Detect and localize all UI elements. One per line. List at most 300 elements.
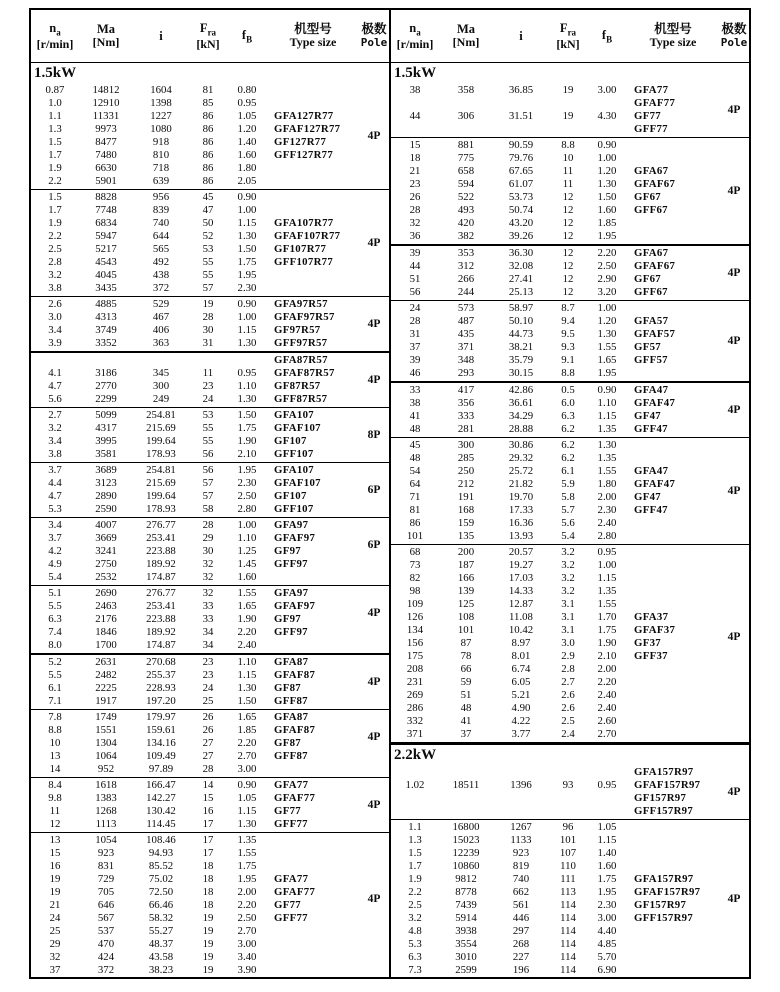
na-value: 2.2 <box>48 175 62 187</box>
type-size <box>627 676 719 689</box>
type-size: GF127R77 <box>274 136 327 148</box>
ma-value: 2770 <box>95 379 117 392</box>
na-value: 332 <box>406 715 424 728</box>
fra-value: 3.1 <box>561 598 575 611</box>
ratio-value: 438 <box>152 269 170 282</box>
fra-value: 12 <box>562 204 574 217</box>
ratio-value <box>493 766 549 779</box>
ratio-value: 196 <box>512 963 530 976</box>
na-value: 5.6 <box>48 392 62 405</box>
block-separator <box>391 544 749 545</box>
type-size <box>267 860 359 873</box>
block-separator <box>31 189 389 190</box>
ma-value: 3554 <box>455 937 477 950</box>
ma-value: 12239 <box>452 846 480 859</box>
fb-value: 3.00 <box>237 938 257 951</box>
fra-value: 5.4 <box>561 530 575 543</box>
na-value <box>391 97 439 110</box>
table-right-body <box>391 63 749 977</box>
na-value: 3.2 <box>48 269 62 282</box>
type-size: GF37 <box>634 637 661 650</box>
ma-value: 435 <box>457 328 475 341</box>
fb-value: 0.95 <box>597 778 617 791</box>
fb-value: 1.10 <box>597 396 617 409</box>
pole-value: 4P <box>367 607 381 620</box>
ratio-value: 372 <box>152 282 170 295</box>
ratio-value: 58.97 <box>508 302 534 315</box>
na-value: 12 <box>49 817 61 830</box>
pole-value: 6P <box>367 483 381 496</box>
fra-value: 3.2 <box>561 546 575 559</box>
section-title: 1.5kW <box>34 65 77 81</box>
ma-value: 3241 <box>95 545 117 558</box>
ratio-value: 215.69 <box>146 476 176 489</box>
na-value: 9.8 <box>48 791 62 804</box>
na-value: 1.7 <box>48 149 62 161</box>
type-size <box>627 702 719 715</box>
spec-block <box>31 587 389 652</box>
fb-value: 1.50 <box>237 243 257 256</box>
fra-value: 3.1 <box>561 624 575 637</box>
ma-value: 125 <box>457 598 475 611</box>
na-value: 2.2 <box>48 230 62 243</box>
ratio-value: 90.59 <box>508 139 534 152</box>
type-size <box>627 821 719 834</box>
pole-value: 4P <box>367 373 381 386</box>
na-value: 2.7 <box>48 408 62 421</box>
ma-value: 729 <box>97 873 115 886</box>
na-value <box>391 123 439 136</box>
ratio-value: 270.68 <box>146 655 176 668</box>
ratio-value: 174.87 <box>146 571 176 584</box>
type-size: GF157R97 <box>634 791 687 804</box>
fb-value: 0.95 <box>237 97 257 109</box>
fb-value: 0.90 <box>597 139 617 152</box>
ratio-value: 58.32 <box>148 912 174 925</box>
ratio-value: 662 <box>512 885 530 898</box>
na-value <box>31 354 79 367</box>
ma-value <box>439 805 493 818</box>
fb-value: 1.30 <box>597 439 617 452</box>
na-value: 2.2 <box>408 885 422 898</box>
fra-value: 86 <box>202 123 214 135</box>
fra-value: 50 <box>202 217 214 230</box>
ratio-value: 179.97 <box>146 710 176 723</box>
na-value: 2.8 <box>48 256 62 269</box>
fra-value: 114 <box>560 911 576 924</box>
col-header-ma: Ma [Nm] <box>452 21 480 50</box>
fb-value: 1.65 <box>597 354 617 367</box>
ma-value: 244 <box>457 285 475 298</box>
fb-value: 1.30 <box>597 178 617 191</box>
ma-value: 952 <box>97 762 115 775</box>
ma-value: 78 <box>460 650 472 663</box>
type-size: GFF127R77 <box>274 149 334 161</box>
type-size: GFAF67 <box>634 259 676 272</box>
na-value: 45 <box>409 439 421 452</box>
fra-value: 45 <box>202 191 214 204</box>
ratio-value: 50.74 <box>508 204 534 217</box>
na-value: 156 <box>406 637 424 650</box>
type-size <box>627 715 719 728</box>
na-value: 19 <box>49 873 61 886</box>
type-size <box>267 571 359 584</box>
type-size: GFAF77 <box>634 97 676 109</box>
fb-value: 2.40 <box>237 639 257 652</box>
type-size: GFA157R97 <box>634 765 694 778</box>
block-separator <box>31 517 389 518</box>
spec-block <box>31 409 389 461</box>
fb-value: 2.70 <box>237 749 257 762</box>
block-separator <box>391 437 749 438</box>
ratio-value: 223.88 <box>146 613 176 626</box>
na-value: 1.3 <box>48 123 62 135</box>
type-size <box>627 938 719 951</box>
na-value: 32 <box>409 217 421 230</box>
fra-value: 8.7 <box>561 302 575 315</box>
type-size <box>267 964 359 977</box>
type-size: GFAF127R77 <box>274 123 341 135</box>
spec-block <box>31 656 389 708</box>
fra-value: 57 <box>202 489 214 502</box>
fb-value <box>587 123 627 136</box>
fb-value: 2.50 <box>237 912 257 925</box>
pole-value: 6P <box>367 539 381 552</box>
ratio-value: 189.92 <box>146 626 176 639</box>
type-size <box>267 639 359 652</box>
ratio-value: 159.61 <box>146 723 176 736</box>
na-value: 38 <box>409 396 421 409</box>
col-header-na: $n_a$ [r/min] <box>396 20 434 51</box>
ratio-value: 492 <box>152 256 170 269</box>
type-size: GFA97 <box>274 519 309 532</box>
ma-value: 372 <box>97 964 115 977</box>
fb-value: 0.90 <box>597 383 617 396</box>
col-header-ratio: i <box>159 28 163 43</box>
type-size: GF77 <box>634 110 661 122</box>
fb-value: 1.95 <box>237 873 257 886</box>
na-value: 81 <box>409 504 421 517</box>
fra-value: 53 <box>202 243 214 256</box>
na-value: 5.3 <box>408 937 422 950</box>
pole-value: 4P <box>727 785 741 798</box>
fb-value: 1.55 <box>597 341 617 354</box>
fb-value: 1.30 <box>237 337 257 350</box>
ratio-value: 114.45 <box>146 817 176 830</box>
fb-value: 2.20 <box>237 899 257 912</box>
fb-value: 0.95 <box>237 366 257 379</box>
spec-block <box>31 354 389 406</box>
pole-value: 4P <box>727 266 741 279</box>
ma-value: 5217 <box>95 243 117 256</box>
ma-value: 1113 <box>95 817 117 830</box>
ma-value: 187 <box>457 559 475 572</box>
type-size: GFAF97R57 <box>274 311 335 324</box>
fra-value: 93 <box>562 778 574 791</box>
fra-value: 81 <box>202 84 214 96</box>
na-value: 82 <box>409 572 421 585</box>
ratio-value: 254.81 <box>146 463 176 476</box>
na-value: 1.5 <box>48 136 62 148</box>
ratio-value: 134.16 <box>146 736 176 749</box>
type-size: GF57 <box>634 341 661 354</box>
ma-value: 4007 <box>95 519 117 532</box>
ratio-value: 3.77 <box>511 728 531 741</box>
fra-value: 12 <box>562 272 574 285</box>
ratio-value: 55.27 <box>148 925 174 938</box>
fra-value: 29 <box>202 532 214 545</box>
type-size: GF97 <box>274 545 301 558</box>
ratio-value: 1604 <box>150 84 172 96</box>
type-size: GFA47 <box>634 465 669 478</box>
na-value: 1.3 <box>408 833 422 846</box>
na-value: 37 <box>409 341 421 354</box>
na-value: 54 <box>409 465 421 478</box>
type-size: GFAF97 <box>274 600 316 613</box>
ratio-value: 79.76 <box>508 152 534 165</box>
ma-value: 420 <box>457 217 475 230</box>
type-size <box>627 452 719 465</box>
ma-value: 1064 <box>95 749 117 762</box>
fb-value: 3.00 <box>597 84 617 96</box>
col-header-fra: $F_{ra}$ [kN] <box>556 20 580 51</box>
fra-value: 86 <box>202 162 214 174</box>
block-separator <box>31 832 389 833</box>
fb-value: 1.00 <box>237 519 257 532</box>
fra-value: 55 <box>202 256 214 269</box>
fb-value: 2.80 <box>597 530 617 543</box>
na-value: 23 <box>409 178 421 191</box>
fra-value: 2.5 <box>561 715 575 728</box>
na-value: 5.3 <box>48 502 62 515</box>
na-value: 286 <box>406 702 424 715</box>
fra-value: 2.4 <box>561 728 575 741</box>
ratio-value: 43.20 <box>508 217 534 230</box>
type-size: GFA77 <box>274 873 309 886</box>
type-size <box>627 530 719 543</box>
type-size: GFF77 <box>634 123 668 135</box>
type-size <box>627 217 719 230</box>
fb-value: 2.30 <box>597 898 617 911</box>
na-value: 21 <box>49 899 61 912</box>
ratio-value: 228.93 <box>146 681 176 694</box>
na-value: 4.8 <box>408 924 422 937</box>
fb-value: 1.50 <box>597 191 617 204</box>
na-value: 5.5 <box>48 600 62 613</box>
fra-value: 32 <box>202 587 214 600</box>
ma-value: 417 <box>457 383 475 396</box>
fb-value: 2.50 <box>237 489 257 502</box>
ma-value: 881 <box>457 139 475 152</box>
ratio-value: 39.26 <box>508 230 534 243</box>
pole-value: 4P <box>727 104 741 116</box>
type-size: GF67 <box>634 272 661 285</box>
fra-value: 26 <box>202 723 214 736</box>
fra-value: 11 <box>562 165 574 178</box>
ma-value <box>439 792 493 805</box>
fra-value: 6.2 <box>561 422 575 435</box>
fra-value: 86 <box>202 110 214 122</box>
fra-value: 107 <box>559 846 577 859</box>
ratio-value: 1133 <box>510 833 532 846</box>
ratio-value: 300 <box>152 379 170 392</box>
fra-value: 34 <box>202 626 214 639</box>
na-value: 56 <box>409 285 421 298</box>
fb-value: 1.05 <box>237 791 257 804</box>
ma-value: 923 <box>97 847 115 860</box>
fra-value <box>549 766 587 779</box>
type-size: GFAF47 <box>634 396 676 409</box>
fb-value: 1.75 <box>597 624 617 637</box>
na-value: 10 <box>49 736 61 749</box>
fb-value: 1.70 <box>597 611 617 624</box>
fb-value: 1.15 <box>597 833 617 846</box>
fb-value: 2.20 <box>237 626 257 639</box>
fb-value: 1.55 <box>237 587 257 600</box>
type-size <box>627 689 719 702</box>
ratio-value: 11.08 <box>509 611 533 624</box>
ratio-value: 32.08 <box>508 259 534 272</box>
na-value: 5.2 <box>48 655 62 668</box>
type-size: GFF157R97 <box>634 804 694 817</box>
ma-value: 11331 <box>92 110 120 122</box>
fb-value: 2.70 <box>597 728 617 741</box>
ratio-value: 29.32 <box>508 452 534 465</box>
fb-value: 1.30 <box>237 681 257 694</box>
fb-value: 1.75 <box>237 421 257 434</box>
fb-value: 1.60 <box>237 571 257 584</box>
ma-value: 3435 <box>95 282 117 295</box>
block-separator <box>31 351 389 352</box>
table-right-half <box>391 10 749 977</box>
na-value: 6.3 <box>48 613 62 626</box>
ratio-value: 72.50 <box>148 886 174 899</box>
fb-value: 1.60 <box>237 149 257 161</box>
ratio-value: 740 <box>152 217 170 230</box>
ratio-value: 10.42 <box>508 624 534 637</box>
ma-value: 306 <box>457 110 475 122</box>
fb-value: 1.15 <box>237 217 257 230</box>
fra-value: 5.8 <box>561 491 575 504</box>
na-value: 3.7 <box>48 532 62 545</box>
ratio-value <box>493 792 549 805</box>
fra-value: 12 <box>562 230 574 243</box>
ma-value: 5914 <box>455 911 477 924</box>
ratio-value: 561 <box>512 898 530 911</box>
fb-value <box>587 97 627 110</box>
fra-value: 52 <box>202 230 214 243</box>
fra-value: 86 <box>202 136 214 148</box>
na-value: 1.7 <box>408 859 422 872</box>
ma-value: 2750 <box>95 558 117 571</box>
fb-value: 0.90 <box>237 191 257 204</box>
ma-value: 159 <box>457 517 475 530</box>
pole-value: 4P <box>367 675 381 688</box>
ratio-value: 253.41 <box>146 532 176 545</box>
type-size <box>267 269 359 282</box>
type-size: GFAF157R97 <box>634 778 701 791</box>
ratio-value: 42.86 <box>508 383 534 396</box>
ratio-value: 227 <box>512 950 530 963</box>
ratio-value: 19.27 <box>508 559 534 572</box>
na-value: 64 <box>409 478 421 491</box>
type-size: GFF67 <box>634 204 668 217</box>
ma-value: 573 <box>457 302 475 315</box>
ratio-value: 61.07 <box>508 178 534 191</box>
ratio-value: 1398 <box>150 97 172 109</box>
ma-value: 646 <box>97 899 115 912</box>
ma-value: 831 <box>97 860 115 873</box>
type-size: GF157R97 <box>634 898 687 911</box>
fra-value: 3.2 <box>561 585 575 598</box>
pole-value: 4P <box>727 403 741 416</box>
na-value: 109 <box>406 598 424 611</box>
type-size <box>627 152 719 165</box>
fb-value: 1.25 <box>237 545 257 558</box>
type-size: GFA107R77 <box>274 217 334 230</box>
na-value: 8.4 <box>48 778 62 791</box>
ratio-value: 223.88 <box>146 545 176 558</box>
fb-value: 1.65 <box>237 710 257 723</box>
pole-value: 4P <box>727 631 741 644</box>
na-value: 4.7 <box>48 489 62 502</box>
type-size: GFA107 <box>274 408 314 421</box>
type-size <box>627 834 719 847</box>
type-size: GFAF47 <box>634 478 676 491</box>
fra-value: 3.2 <box>561 572 575 585</box>
fb-value: 1.75 <box>597 872 617 885</box>
fra-value: 12 <box>562 259 574 272</box>
type-size: GFA127R77 <box>274 110 334 122</box>
ratio-value: 25.13 <box>508 285 534 298</box>
ratio-value: 14.33 <box>508 585 534 598</box>
na-value: 71 <box>409 491 421 504</box>
fra-value: 55 <box>202 434 214 447</box>
type-size: GFAF107 <box>274 421 321 434</box>
type-size <box>627 559 719 572</box>
block-separator <box>391 137 749 138</box>
ratio-value: 85.52 <box>148 860 174 873</box>
na-value: 7.3 <box>408 963 422 976</box>
fra-value: 3.2 <box>561 559 575 572</box>
fb-value: 2.00 <box>237 886 257 899</box>
ma-value: 15023 <box>452 833 480 846</box>
fra-value: 16 <box>202 804 214 817</box>
na-value: 32 <box>49 951 61 964</box>
pole-value: 4P <box>727 185 741 198</box>
ma-value: 9973 <box>95 123 117 135</box>
ratio-value: 6.74 <box>511 663 531 676</box>
ratio-value: 253.41 <box>146 600 176 613</box>
ratio-value: 34.29 <box>508 409 534 422</box>
type-size: GFF107 <box>274 447 314 460</box>
col-header-typesize: 机型号 Type size <box>649 21 697 50</box>
ratio-value: 956 <box>152 191 170 204</box>
type-size <box>627 585 719 598</box>
fb-value: 1.00 <box>237 204 257 217</box>
spec-block <box>31 191 389 295</box>
type-size: GFA97 <box>274 587 309 600</box>
fb-value: 3.90 <box>237 964 257 977</box>
ma-value: 3352 <box>95 337 117 350</box>
ma-value: 87 <box>460 637 472 650</box>
type-size <box>627 847 719 860</box>
type-size: GFAF77 <box>274 886 316 899</box>
fb-value: 2.20 <box>597 246 617 259</box>
fra-value: 12 <box>562 285 574 298</box>
na-value: 51 <box>409 272 421 285</box>
ma-value: 7748 <box>95 204 117 217</box>
